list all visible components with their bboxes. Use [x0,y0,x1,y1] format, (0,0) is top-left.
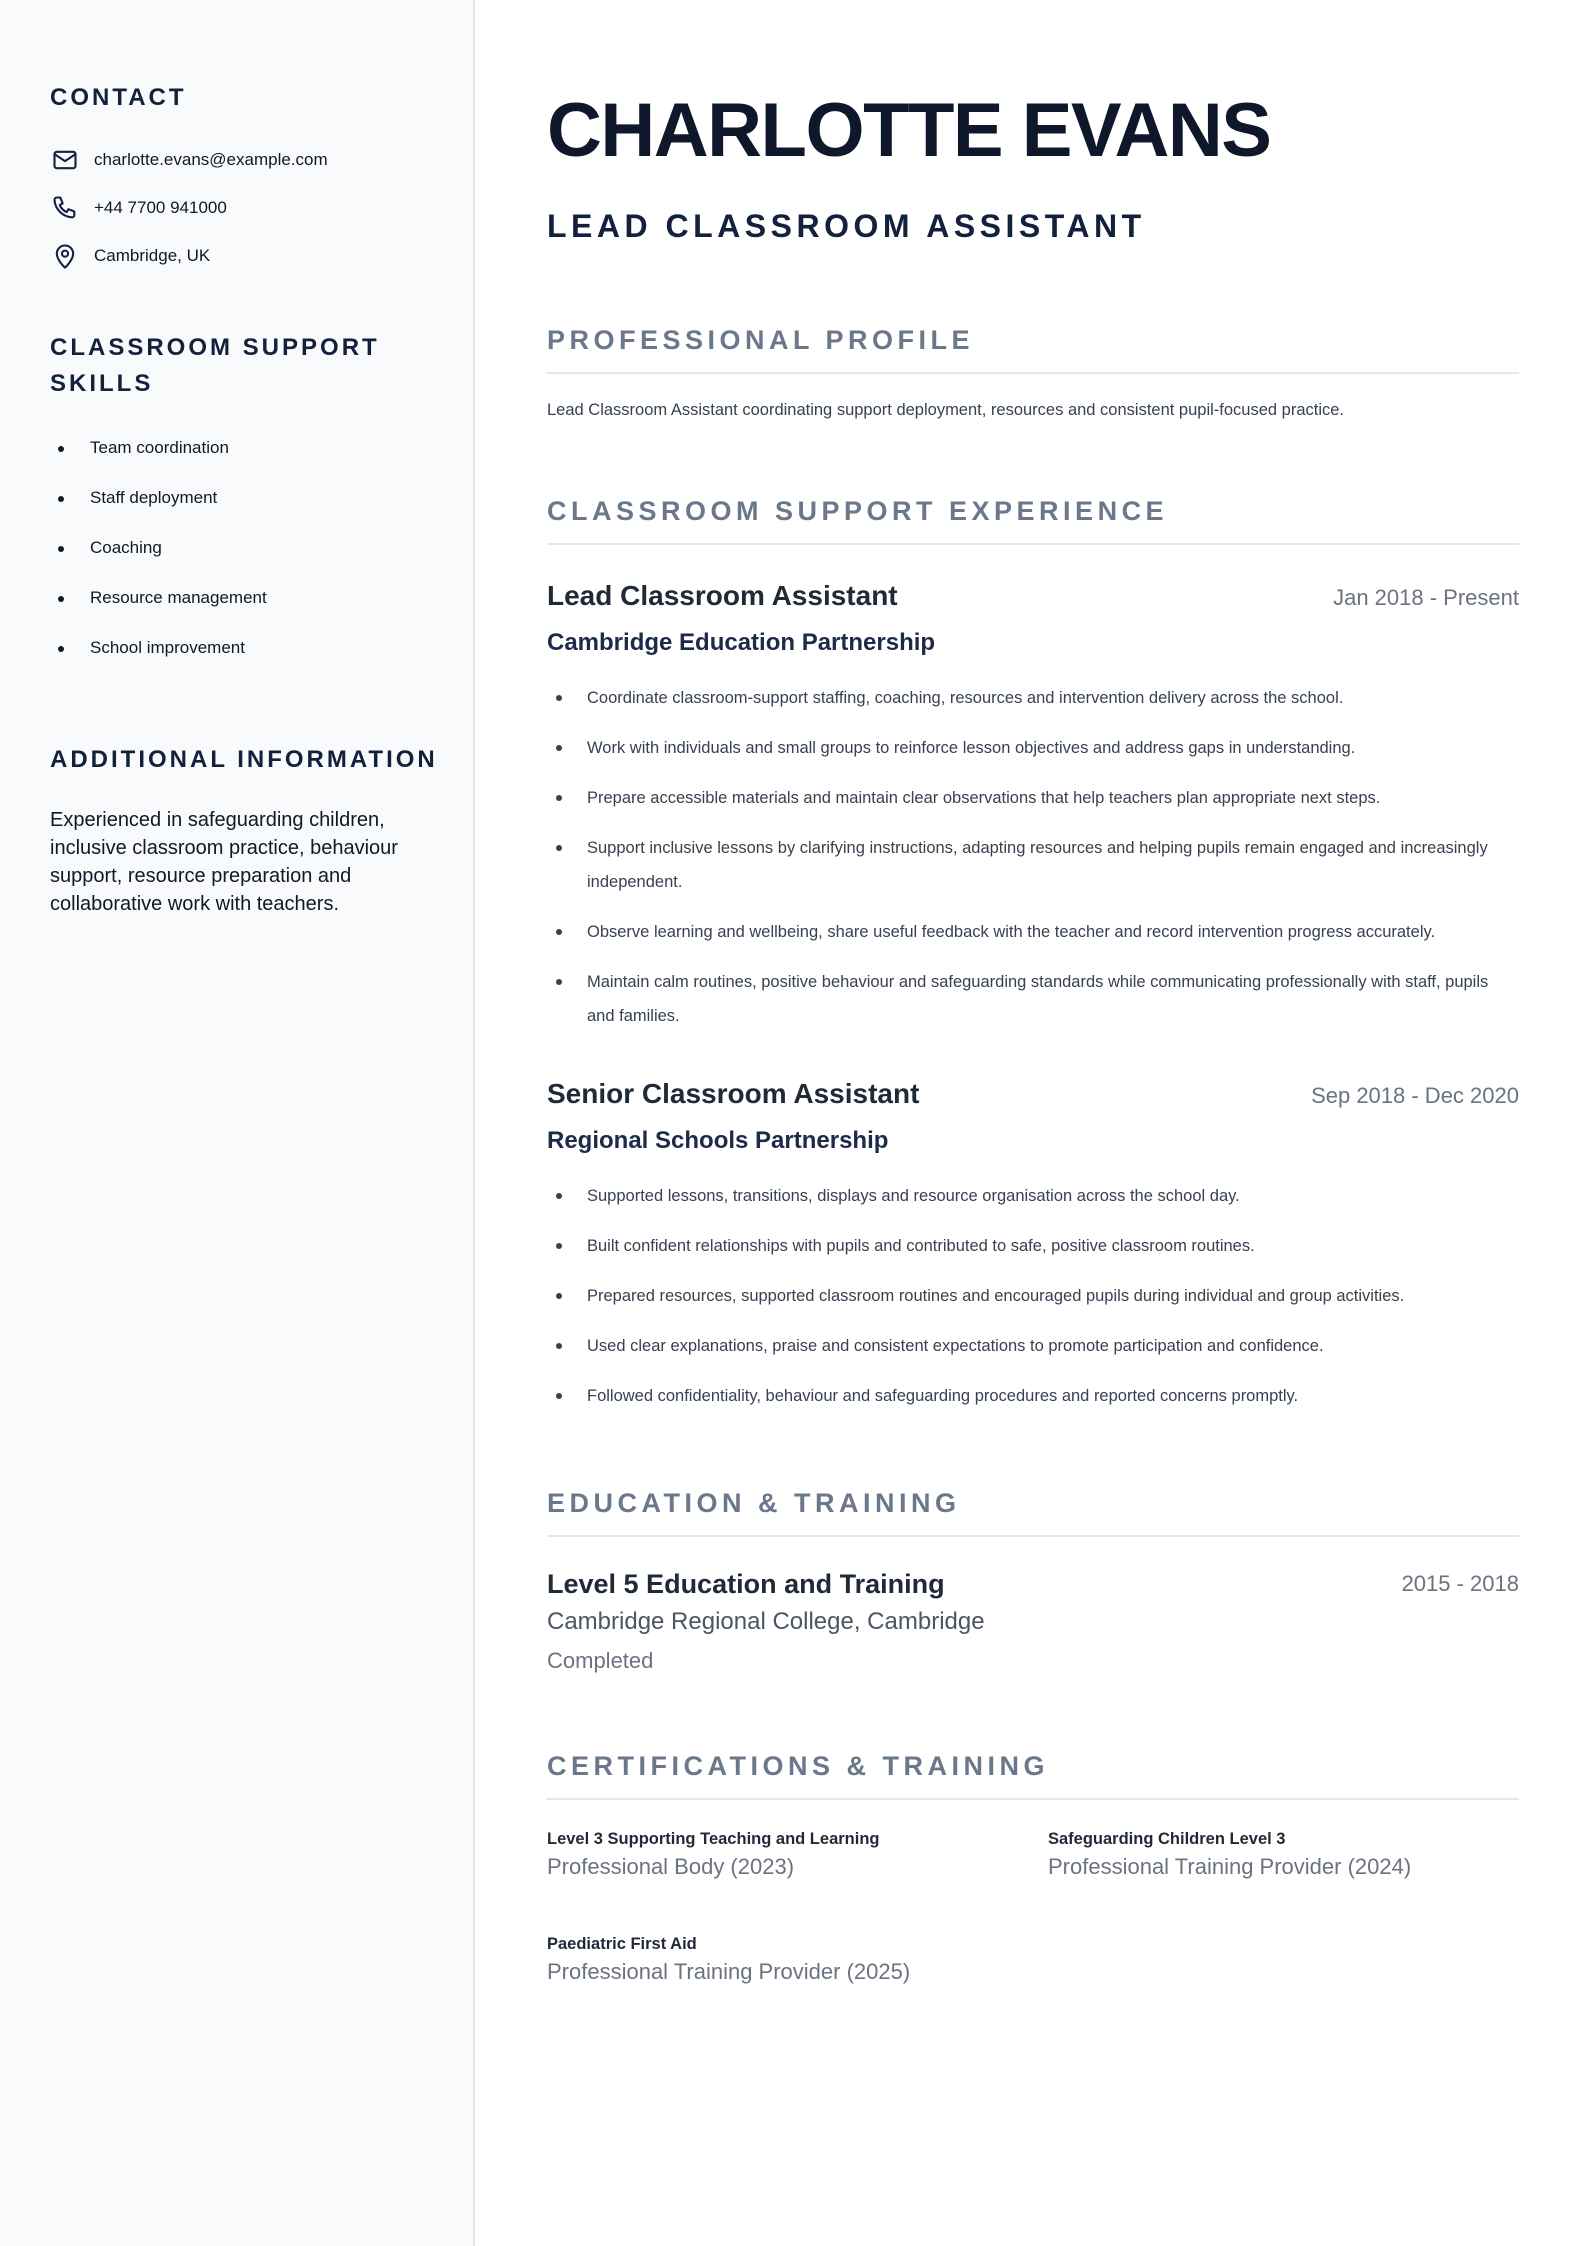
location-text: Cambridge, UK [94,246,211,265]
skill-item: Team coordination [50,431,267,481]
job-bullet: Prepare accessible materials and maintain clear observations that help teachers plan appropriate next steps. [547,781,1519,815]
skill-item: Resource management [50,581,267,631]
certification-issuer: Professional Body (2023) [547,1854,795,1879]
experience-heading: CLASSROOM SUPPORT EXPERIENCE [547,493,1519,545]
education-heading: EDUCATION & TRAINING [547,1485,1519,1537]
contact-location [50,241,210,271]
candidate-name: CHARLOTTE EVANS [547,88,1271,173]
additional-info-heading: ADDITIONAL INFORMATION [50,746,438,773]
contact-heading: CONTACT [50,84,187,111]
job-bullet: Built confident relationships with pupils and contributed to safe, positive classroom routines. [547,1229,1519,1263]
job-bullet: Observe learning and wellbeing, share useful feedback with the teacher and record intervention progress accurately. [547,915,1519,949]
phone-text: +44 7700 941000 [94,198,227,217]
job-bullet: Support inclusive lessons by clarifying instructions, adapting resources and helping pupils remain engaged and increasingly independent. [547,831,1519,899]
certification-name: Safeguarding Children Level 3 [1048,1830,1286,1848]
education-dates: 2015 - 2018 [1401,1571,1519,1596]
contact-phone[interactable] [50,193,227,223]
job-bullet: Maintain calm routines, positive behaviour and safeguarding standards while communicating professionally with staff, pupils and families. [547,965,1519,1033]
contact-email[interactable] [50,145,328,175]
certifications-heading: CERTIFICATIONS & TRAINING [547,1748,1519,1800]
certification-issuer: Professional Training Provider (2025) [547,1959,911,1984]
phone-icon [50,193,80,223]
map-pin-icon [50,241,80,271]
job-employer: Regional Schools Partnership [547,1127,889,1154]
job-bullet: Work with individuals and small groups to reinforce lesson objectives and address gaps in understanding. [547,731,1519,765]
certification-item [1048,1827,1518,1883]
job-title: Lead Classroom Assistant [547,580,898,611]
job-bullet: Followed confidentiality, behaviour and safeguarding procedures and reported concerns promptly. [547,1379,1519,1413]
email-text: charlotte.evans@example.com [94,150,328,169]
job-bullets [547,681,1519,1049]
skills-heading: CLASSROOM SUPPORT SKILLS [50,334,380,397]
job-dates: Jan 2018 - Present [1333,585,1519,610]
job-employer: Cambridge Education Partnership [547,629,936,656]
certification-name: Paediatric First Aid [547,1935,697,1953]
job-bullet: Coordinate classroom-support staffing, coaching, resources and intervention delivery across the school. [547,681,1519,715]
skill-item: School improvement [50,631,267,681]
candidate-headline: LEAD CLASSROOM ASSISTANT [547,208,1146,244]
job-bullets [547,1179,1519,1429]
certification-issuer: Professional Training Provider (2024) [1048,1854,1412,1879]
sidebar [0,0,475,2246]
job-dates: Sep 2018 - Dec 2020 [1311,1083,1519,1108]
envelope-icon [50,145,80,175]
job-bullet: Supported lessons, transitions, displays and resource organisation across the school day. [547,1179,1519,1213]
profile-text: Lead Classroom Assistant coordinating support deployment, resources and consistent pupil-focused practice. [547,401,1345,419]
certification-item [547,1827,1017,1883]
education-title: Level 5 Education and Training [547,1569,945,1599]
job-title: Senior Classroom Assistant [547,1078,920,1109]
profile-heading: PROFESSIONAL PROFILE [547,322,1519,374]
skills-list [50,431,267,681]
job-bullet: Used clear explanations, praise and consistent expectations to promote participation and confidence. [547,1329,1519,1363]
education-school: Cambridge Regional College, Cambridge [547,1608,985,1635]
skill-item: Coaching [50,531,267,581]
skill-item: Staff deployment [50,481,267,531]
additional-info-text: Experienced in safeguarding children, inclusive classroom practice, behaviour support, resource preparation and collaborative work with teachers. [50,809,398,915]
education-status: Completed [547,1648,654,1673]
certification-item [547,1932,1017,1988]
job-bullet: Prepared resources, supported classroom routines and encouraged pupils during individual and group activities. [547,1279,1519,1313]
certification-name: Level 3 Supporting Teaching and Learning [547,1830,880,1848]
